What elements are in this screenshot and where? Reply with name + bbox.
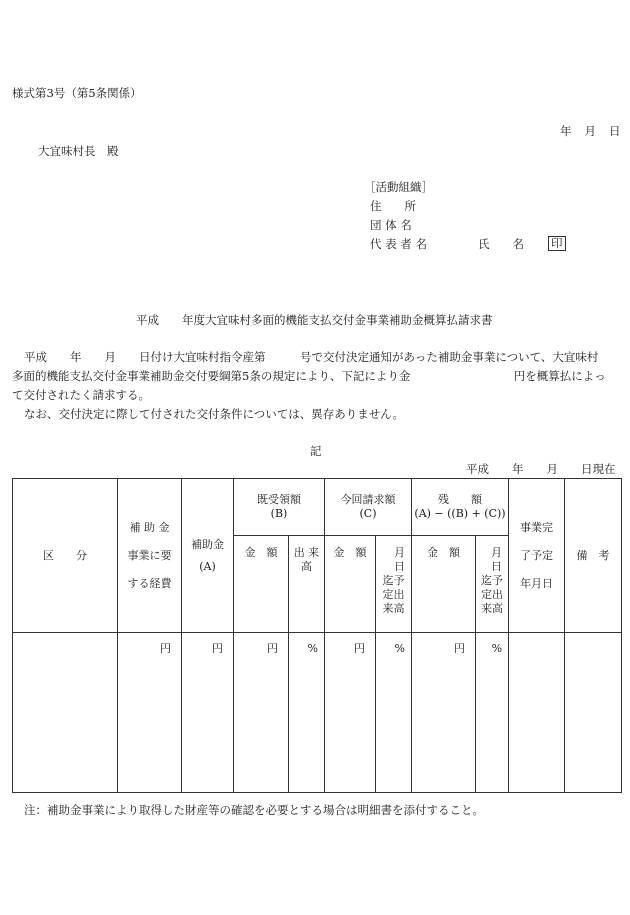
sub-current-amount: 金 額: [325, 536, 376, 633]
header-received-b: 既受領額 (B): [234, 479, 325, 536]
group-name-label: 団 体 名: [370, 218, 412, 232]
address-label: 住 所: [370, 199, 416, 213]
representative-label: 代 表 者 名: [370, 237, 427, 251]
date-line: [560, 124, 621, 138]
body-line-3: て交付されたく請求する。: [12, 388, 150, 402]
ki-marker: 記: [310, 444, 322, 458]
as-of-date: 平成 年 月 日現在: [466, 462, 616, 476]
cell-current-pct: %: [376, 633, 412, 793]
table-row: [13, 633, 622, 793]
cell-completion: [509, 633, 565, 793]
addressee: 大宜味村長 殿: [38, 144, 119, 158]
document-title: 平成 年度大宜味村多面的機能支払交付金事業補助金概算払請求書: [136, 313, 493, 327]
date-day: 日: [609, 124, 621, 138]
body-line-1: 平成 年 月 日付け大宜味村指令産第 号で交付決定通知があった補助金事業について、大宜味村: [24, 350, 599, 364]
header-kubun: 区 分: [13, 479, 118, 633]
sub-balance-schedule: 月 日 迄予 定出 来高: [476, 536, 509, 633]
cell-remarks: [565, 633, 622, 793]
sub-current-schedule: 月 日 迄予 定出 来高: [376, 536, 412, 633]
body-line-2: 多面的機能支払交付金事業補助金交付要綱第5条の規定により、下記により金 円を概算払によっ: [12, 369, 606, 383]
applicant-heading: ［活動組織］: [364, 180, 433, 194]
form-number: 様式第3号（第5条関係）: [12, 86, 142, 100]
body-line-4: なお、交付決定に際して付された交付条件については、異存ありません。: [24, 407, 404, 421]
header-balance: 残 額 (A) − ((B) + (C)): [412, 479, 509, 536]
cell-received-yen: 円: [234, 633, 289, 793]
date-month: 月: [584, 124, 596, 138]
cell-kubun: [13, 633, 118, 793]
sub-received-progress: 出 来 高: [289, 536, 325, 633]
header-subsidy-a: 補助金 (A): [182, 479, 234, 633]
header-remarks: 備 考: [565, 479, 622, 633]
date-year: 年: [560, 124, 572, 138]
header-completion-date: 事業完 了予定 年月日: [509, 479, 565, 633]
cell-subsidy-yen: 円: [182, 633, 234, 793]
cell-cost-yen: 円: [118, 633, 182, 793]
seal-mark: 印: [548, 236, 566, 251]
header-current-c: 今回請求額 (C): [325, 479, 412, 536]
header-project-cost: 補 助 金 事業に要 する経費: [118, 479, 182, 633]
cell-balance-yen: 円: [412, 633, 476, 793]
cell-received-pct: %: [289, 633, 325, 793]
sub-balance-amount: 金 額: [412, 536, 476, 633]
cell-balance-pct: %: [476, 633, 509, 793]
claim-table: [12, 478, 622, 793]
footnote: 注：補助金事業により取得した財産等の確認を必要とする場合は明細書を添付すること。: [24, 803, 484, 817]
cell-current-yen: 円: [325, 633, 376, 793]
sub-received-amount: 金 額: [234, 536, 289, 633]
name-label: 氏 名: [478, 237, 524, 251]
